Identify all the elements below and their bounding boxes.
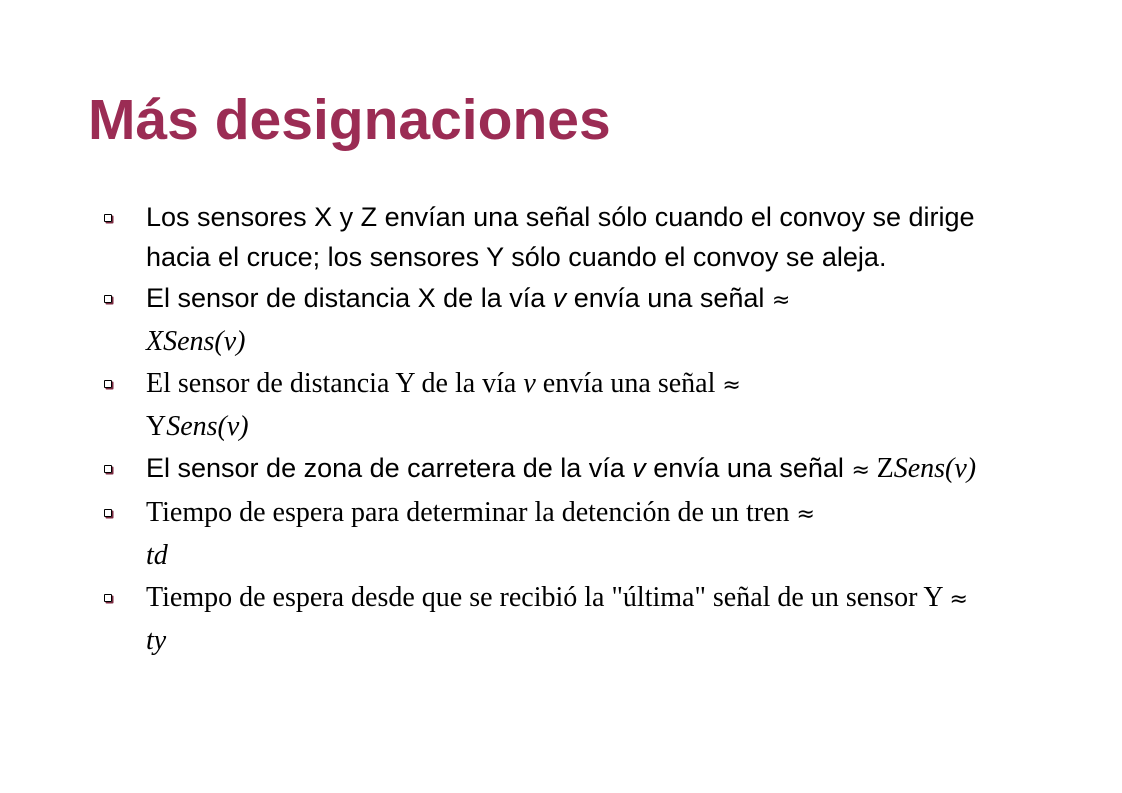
- variable-v: v: [632, 453, 646, 483]
- bullet-item-td: [104, 492, 984, 576]
- square-bullet-icon: [104, 214, 112, 222]
- approx-symbol: ≈: [796, 502, 815, 527]
- approx-symbol: ≈: [722, 373, 741, 398]
- bullet-text: Tiempo de espera para determinar la detención de un tren: [146, 497, 797, 528]
- square-bullet-icon: [104, 509, 112, 517]
- bullet-text: Los sensores X y Z envían una señal sólo cuando el convoy se dirige hacia el cruce; los sensores Y sólo cuando el convoy se aleja.: [146, 202, 975, 272]
- square-bullet-icon: [104, 295, 112, 303]
- bullet-item-zsens: [104, 448, 984, 491]
- variable-v: v: [523, 368, 536, 399]
- term-td: td: [146, 540, 168, 571]
- term-zsens: Sens(v): [893, 453, 977, 484]
- term-prefix: Y: [146, 411, 167, 442]
- approx-symbol: ≈: [851, 458, 870, 483]
- bullet-item-sensors-signal: [104, 197, 984, 277]
- bullet-text: El sensor de distancia X de la vía: [146, 283, 553, 313]
- term-ty: ty: [146, 625, 167, 656]
- bullet-item-ty: [104, 577, 984, 661]
- square-bullet-icon: [104, 380, 112, 388]
- square-bullet-icon: [104, 465, 112, 473]
- bullet-item-xsens: [104, 278, 984, 362]
- bullet-text: envía una señal: [566, 283, 772, 313]
- bullet-list: [104, 197, 984, 662]
- bullet-text: envía una señal: [645, 453, 852, 483]
- bullet-text: Tiempo de espera desde que se recibió la "última" señal de un sensor Y: [146, 582, 950, 613]
- bullet-text: envía una señal: [535, 368, 723, 399]
- approx-symbol: ≈: [771, 288, 791, 313]
- term-prefix: Z: [876, 453, 894, 484]
- slide-title: Más designaciones: [88, 88, 611, 152]
- bullet-item-ysens: [104, 363, 984, 447]
- bullet-text: El sensor de zona de carretera de la vía: [146, 453, 633, 483]
- term-xsens: XSens(v): [146, 326, 246, 357]
- bullet-text: El sensor de distancia Y de la vía: [146, 368, 524, 399]
- term-ysens: Sens(v): [166, 411, 249, 442]
- variable-v: v: [552, 283, 567, 313]
- square-bullet-icon: [104, 594, 112, 602]
- approx-symbol: ≈: [949, 587, 968, 612]
